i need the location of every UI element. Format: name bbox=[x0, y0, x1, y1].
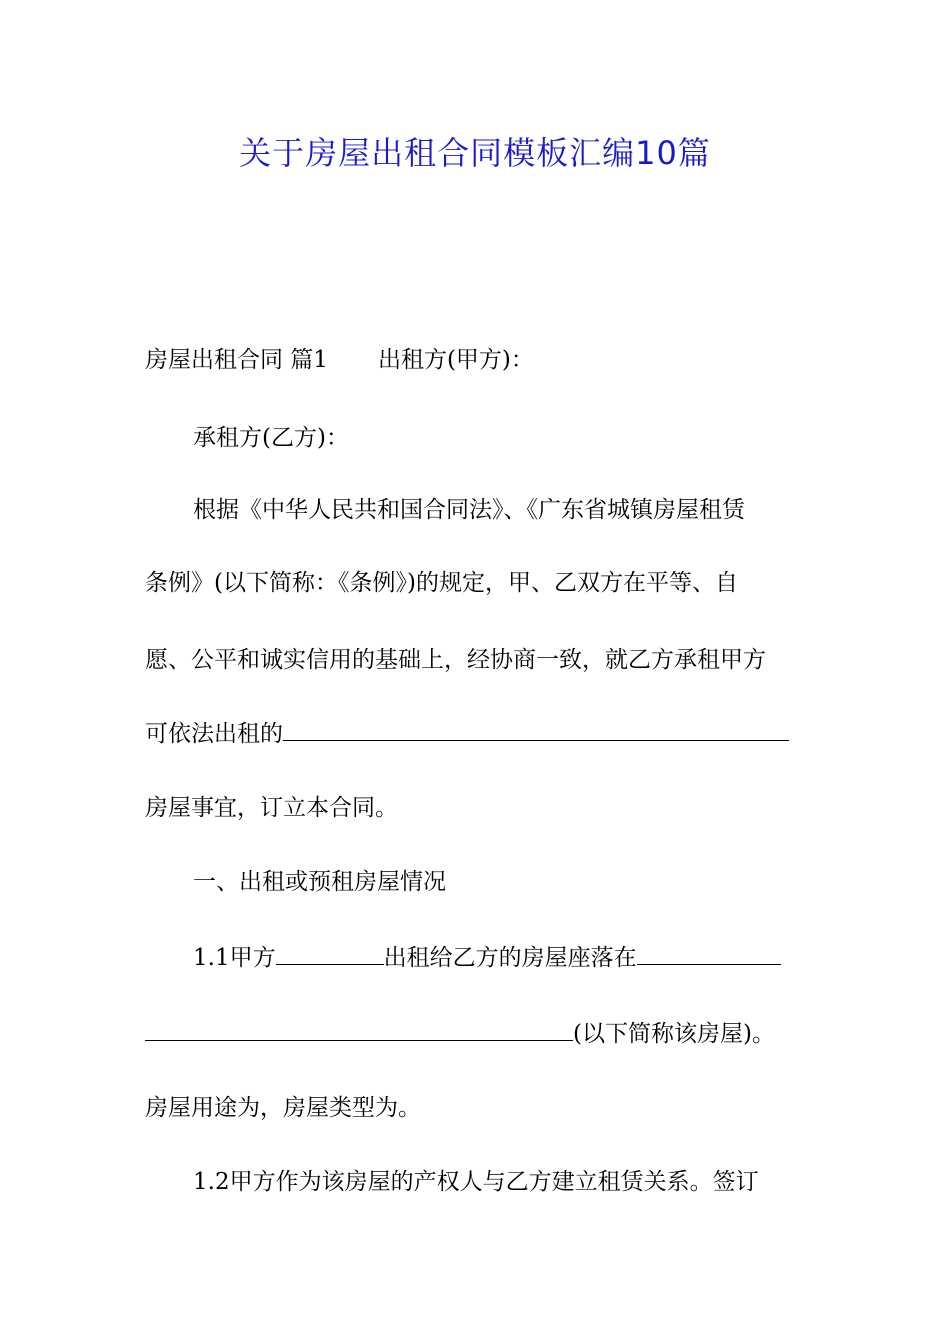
fill-blank-lessor bbox=[276, 942, 384, 965]
clause-1-1-end: (以下简称该房屋)。 bbox=[573, 1021, 775, 1047]
section-heading: 一、出租或预租房屋情况 bbox=[193, 869, 446, 895]
clause-1-1-usage: 房屋用途为，房屋类型为。 bbox=[145, 1095, 421, 1121]
paragraph-line-6 bbox=[145, 718, 809, 750]
lease-text: 可依法出租的 bbox=[145, 721, 283, 747]
lessor-label: 出租方(甲方)： bbox=[377, 347, 534, 373]
clause-1-1-mid: 出租给乙方的房屋座落在 bbox=[383, 945, 637, 971]
fill-blank-location-2 bbox=[145, 1018, 573, 1041]
paragraph-line-7: 房屋事宜，订立本合同。 bbox=[145, 795, 398, 821]
paragraph-line-5: 愿、公平和诚实信用的基础上，经协商一致，就乙方承租甲方 bbox=[145, 647, 766, 673]
clause-1-1-start: 1.1甲方 bbox=[193, 945, 276, 971]
lessee-label: 承租方(乙方)： bbox=[193, 425, 349, 451]
clause-1-1-cont bbox=[145, 1018, 809, 1050]
paragraph-line-4: 条例》(以下简称：《条例》)的规定，甲、乙双方在平等、自 bbox=[145, 570, 738, 596]
contract-heading: 房屋出租合同 篇1 bbox=[145, 347, 328, 373]
document-title: 关于房屋出租合同模板汇编10篇 bbox=[239, 134, 711, 172]
fill-blank-address bbox=[283, 718, 789, 741]
fill-blank-location bbox=[637, 942, 781, 965]
clause-1-1 bbox=[193, 942, 809, 974]
paragraph-line-3: 根据《中华人民共和国合同法》、《广东省城镇房屋租赁 bbox=[193, 497, 745, 523]
line-1 bbox=[145, 344, 809, 376]
clause-1-2: 1.2甲方作为该房屋的产权人与乙方建立租赁关系。签订 bbox=[193, 1169, 759, 1195]
